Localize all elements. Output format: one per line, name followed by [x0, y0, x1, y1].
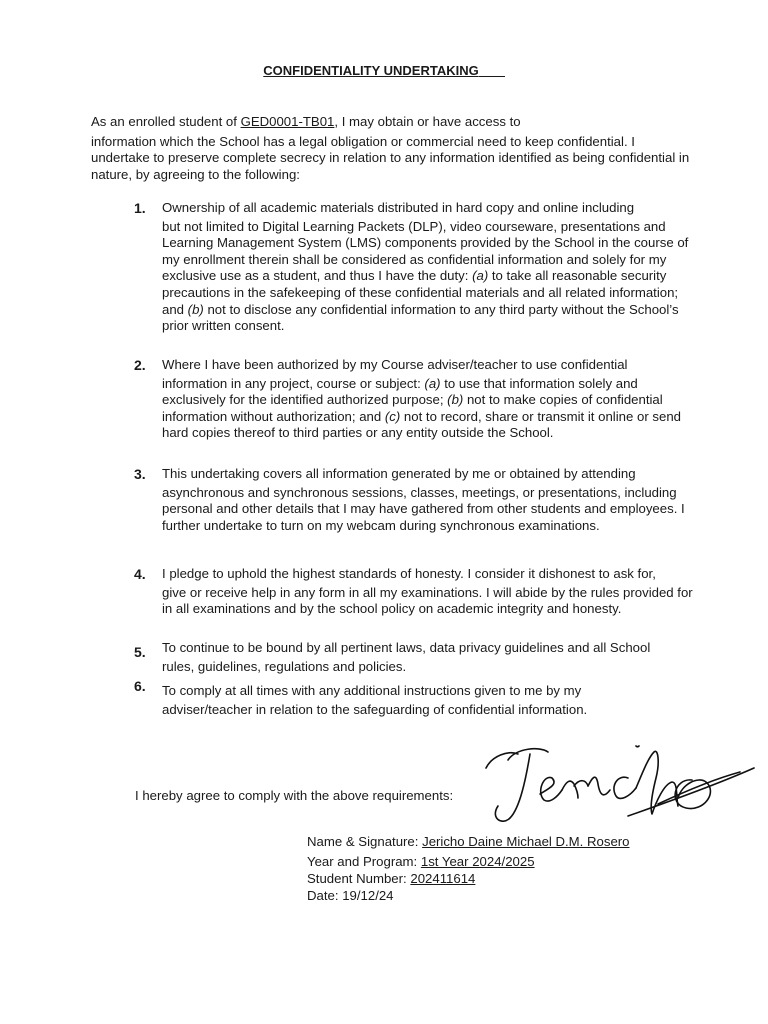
intro-paragraph: [91, 114, 691, 183]
year-program-value: 1st Year 2024/2025: [420, 854, 535, 869]
item-line: Where I have been authorized by my Course adviser/teacher to use confidential: [162, 357, 628, 372]
item-number: 1.: [134, 200, 146, 216]
item-line: This undertaking covers all information generated by me or obtained by attending: [162, 466, 636, 481]
date-row: Date: 19/12/24: [307, 888, 394, 903]
item-rest: rules, guidelines, regulations and policies.: [162, 658, 407, 674]
item-number: 2.: [134, 357, 146, 373]
handwritten-signature: [478, 738, 758, 838]
student-number-value: 202411614: [410, 871, 476, 886]
signature-block: [307, 834, 747, 905]
item-rest: give or receive help in any form in all my examinations. I will abide by the rules provided for in all examinations and by the school policy on academic integrity and honesty.: [162, 584, 693, 617]
title-text: CONFIDENTIALITY UNDERTAKING: [263, 63, 479, 78]
item-line: I pledge to uphold the highest standards of honesty. I consider it dishonest to ask for,: [162, 566, 656, 581]
item-number: 5.: [134, 644, 146, 660]
item-rest: but not limited to Digital Learning Packets (DLP), video courseware, presentations and Learning Management System (LMS) components provided by the School in the course of my enrollment therein shall be considered as confidential information and solely for my exclusive use as a student, and thus I have the duty: (a) to take all reasonable security precautions in the safekeeping of these confidential materials and all related information; and (b) not to disclose any confidential information to any third party without the School’s prior written consent.: [162, 218, 689, 334]
item-rest: information in any project, course or subject: (a) to use that information solely and exclusively for the identified authorized purpose; (b) not to make copies of confidential information without authorization; and (c) not to record, share or transmit it online or send hard copies thereof to third parties or any entity outside the School.: [162, 375, 681, 441]
student-number-row: Student Number: 202411614: [307, 871, 476, 886]
item-number: 4.: [134, 566, 146, 582]
title-underline: [479, 63, 505, 77]
course-code: GED0001-TB01: [240, 114, 335, 129]
item-line: To comply at all times with any additional instructions given to me by my: [162, 683, 582, 698]
year-program-row: Year and Program: 1st Year 2024/2025: [307, 854, 535, 869]
intro-rest: information which the School has a legal obligation or commercial need to keep confidential. I undertake to preserve complete secrecy in relation to any information identified as being confidential in nature, by agreeing to the following:: [91, 133, 690, 182]
item-rest: asynchronous and synchronous sessions, classes, meetings, or presentations, including personal and other details that I may have gathered from other students and employees. I further undertake to turn on my webcam during synchronous examinations.: [162, 484, 685, 533]
document-title: [0, 63, 768, 80]
student-name: Jericho Daine Michael D.M. Rosero: [422, 834, 630, 849]
item-line: To continue to be bound by all pertinent laws, data privacy guidelines and all School: [162, 640, 651, 655]
intro-line1: As an enrolled student of GED0001-TB01, I may obtain or have access to: [91, 114, 521, 129]
agreement-statement: I hereby agree to comply with the above requirements:: [135, 788, 454, 803]
item-number: 6.: [134, 678, 146, 694]
item-rest: adviser/teacher in relation to the safeguarding of confidential information.: [162, 701, 588, 717]
item-line: Ownership of all academic materials distributed in hard copy and online including: [162, 200, 635, 215]
item-number: 3.: [134, 466, 146, 482]
name-signature-row: Name & Signature: Jericho Daine Michael D.M. Rosero: [307, 834, 630, 849]
date-value: 19/12/24: [342, 888, 394, 903]
